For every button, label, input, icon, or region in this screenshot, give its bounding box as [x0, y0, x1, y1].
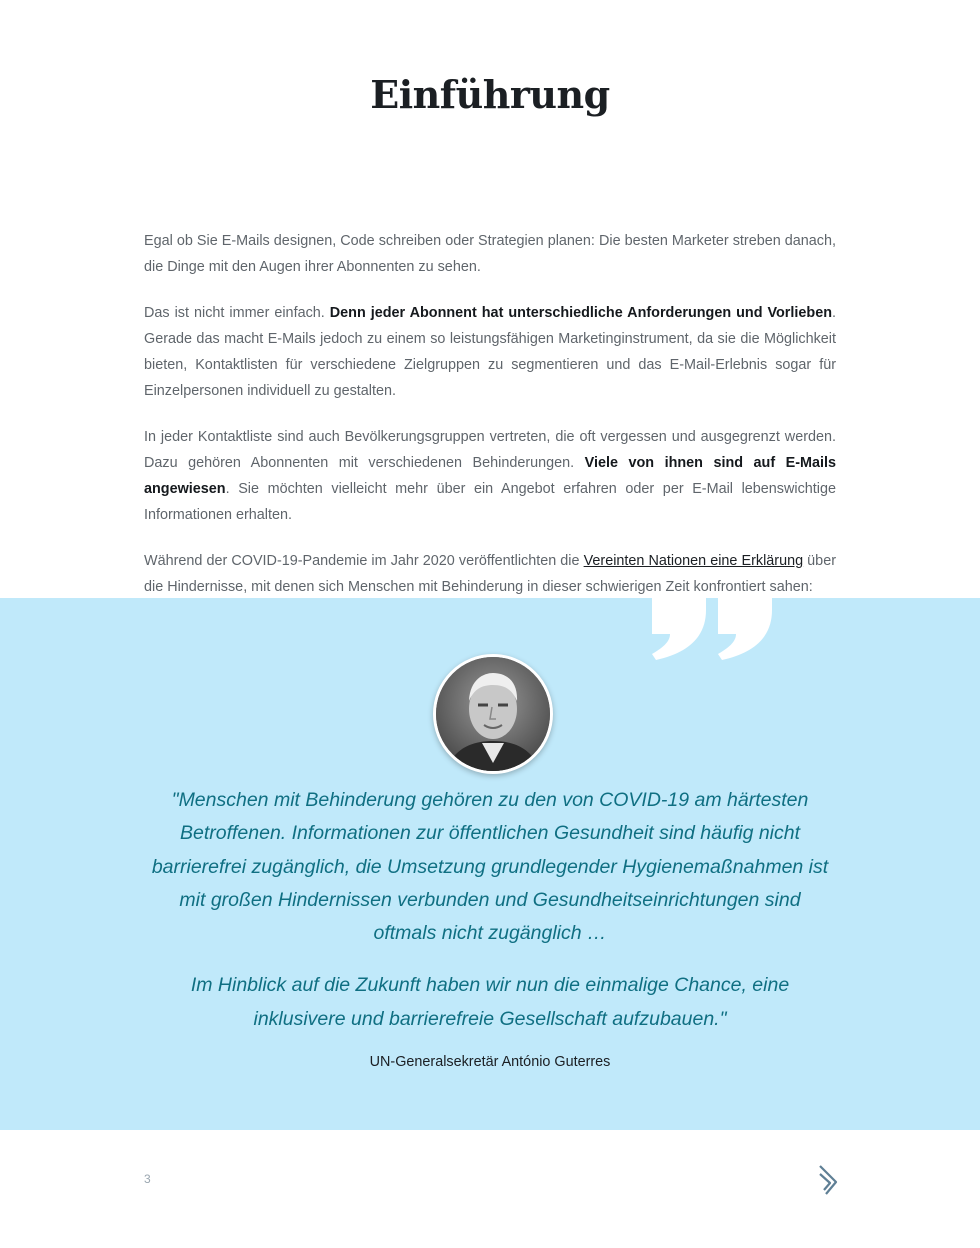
intro-paragraph-3: [144, 424, 836, 528]
page-title: Einführung: [370, 72, 610, 117]
page-number: 3: [144, 1172, 151, 1186]
quote-paragraph-1: "Menschen mit Behinderung gehören zu den von COVID-19 am härtesten Betroffenen. Informationen zur öffentlichen Gesundheit sind häufig nicht barrierefrei zugänglich, die Umsetzung grundlegender Hygienemaßnahmen ist mit großen Hindernissen verbunden und Gesundheitseinrichtungen sind oftmals nicht zugänglich …: [151, 789, 829, 945]
brand-logo-icon: [816, 1164, 840, 1196]
text-span: über die Hindernisse, mit denen sich Menschen mit Behinderung in dieser schwierigen Zeit konfrontiert sahen:: [144, 553, 836, 595]
text-span: . Gerade das macht E-Mails jedoch zu einem so leistungsfähigen Marketinginstrument, da sie die Möglichkeit bieten, Kontaktlisten für verschiedene Zielgruppen zu segmentieren und das E-Mail-Erlebnis sogar für Einzelpersonen individuell zu gestalten.: [144, 305, 836, 399]
text-span: . Sie möchten vielleicht mehr über ein Angebot erfahren oder per E-Mail lebenswichtige Informationen erhalten.: [144, 481, 836, 523]
text-span: Während der COVID-19-Pandemie im Jahr 2020 veröffentlichten die: [144, 553, 584, 569]
quote-attribution: UN-Generalsekretär António Guterres: [369, 1054, 611, 1070]
quote-paragraph-2: Im Hinblick auf die Zukunft haben wir nun die einmalige Chance, eine inklusivere und barrierefreie Gesellschaft aufzubauen.": [190, 974, 790, 1030]
portrait-photo: [433, 654, 553, 774]
quote-section: [0, 598, 980, 1130]
emphasis-text: Denn jeder Abonnent hat unterschiedliche Anforderungen und Vorlieben: [329, 305, 832, 321]
intro-paragraph-4: [144, 548, 836, 600]
text-span: Das ist nicht immer einfach.: [144, 305, 330, 321]
closing-quote-icon: [648, 598, 776, 662]
quote-text: [150, 784, 830, 1055]
text-span: In jeder Kontaktliste sind auch Bevölkerungsgruppen vertreten, die oft vergessen und ausgegrenzt werden. Dazu gehören Abonnenten mit verschiedenen Behinderungen.: [144, 429, 836, 471]
portrait-illustration: [436, 657, 550, 771]
un-statement-link[interactable]: Vereinten Nationen eine Erklärung: [583, 553, 804, 569]
intro-paragraph-1: Egal ob Sie E-Mails designen, Code schreiben oder Strategien planen: Die besten Marketer streben danach, die Dinge mit den Augen ihrer Abonnenten zu sehen.: [144, 233, 836, 275]
intro-paragraph-2: [144, 300, 836, 404]
intro-section: [144, 228, 836, 620]
emphasis-text: Viele von ihnen sind auf E-Mails angewiesen: [144, 455, 836, 497]
